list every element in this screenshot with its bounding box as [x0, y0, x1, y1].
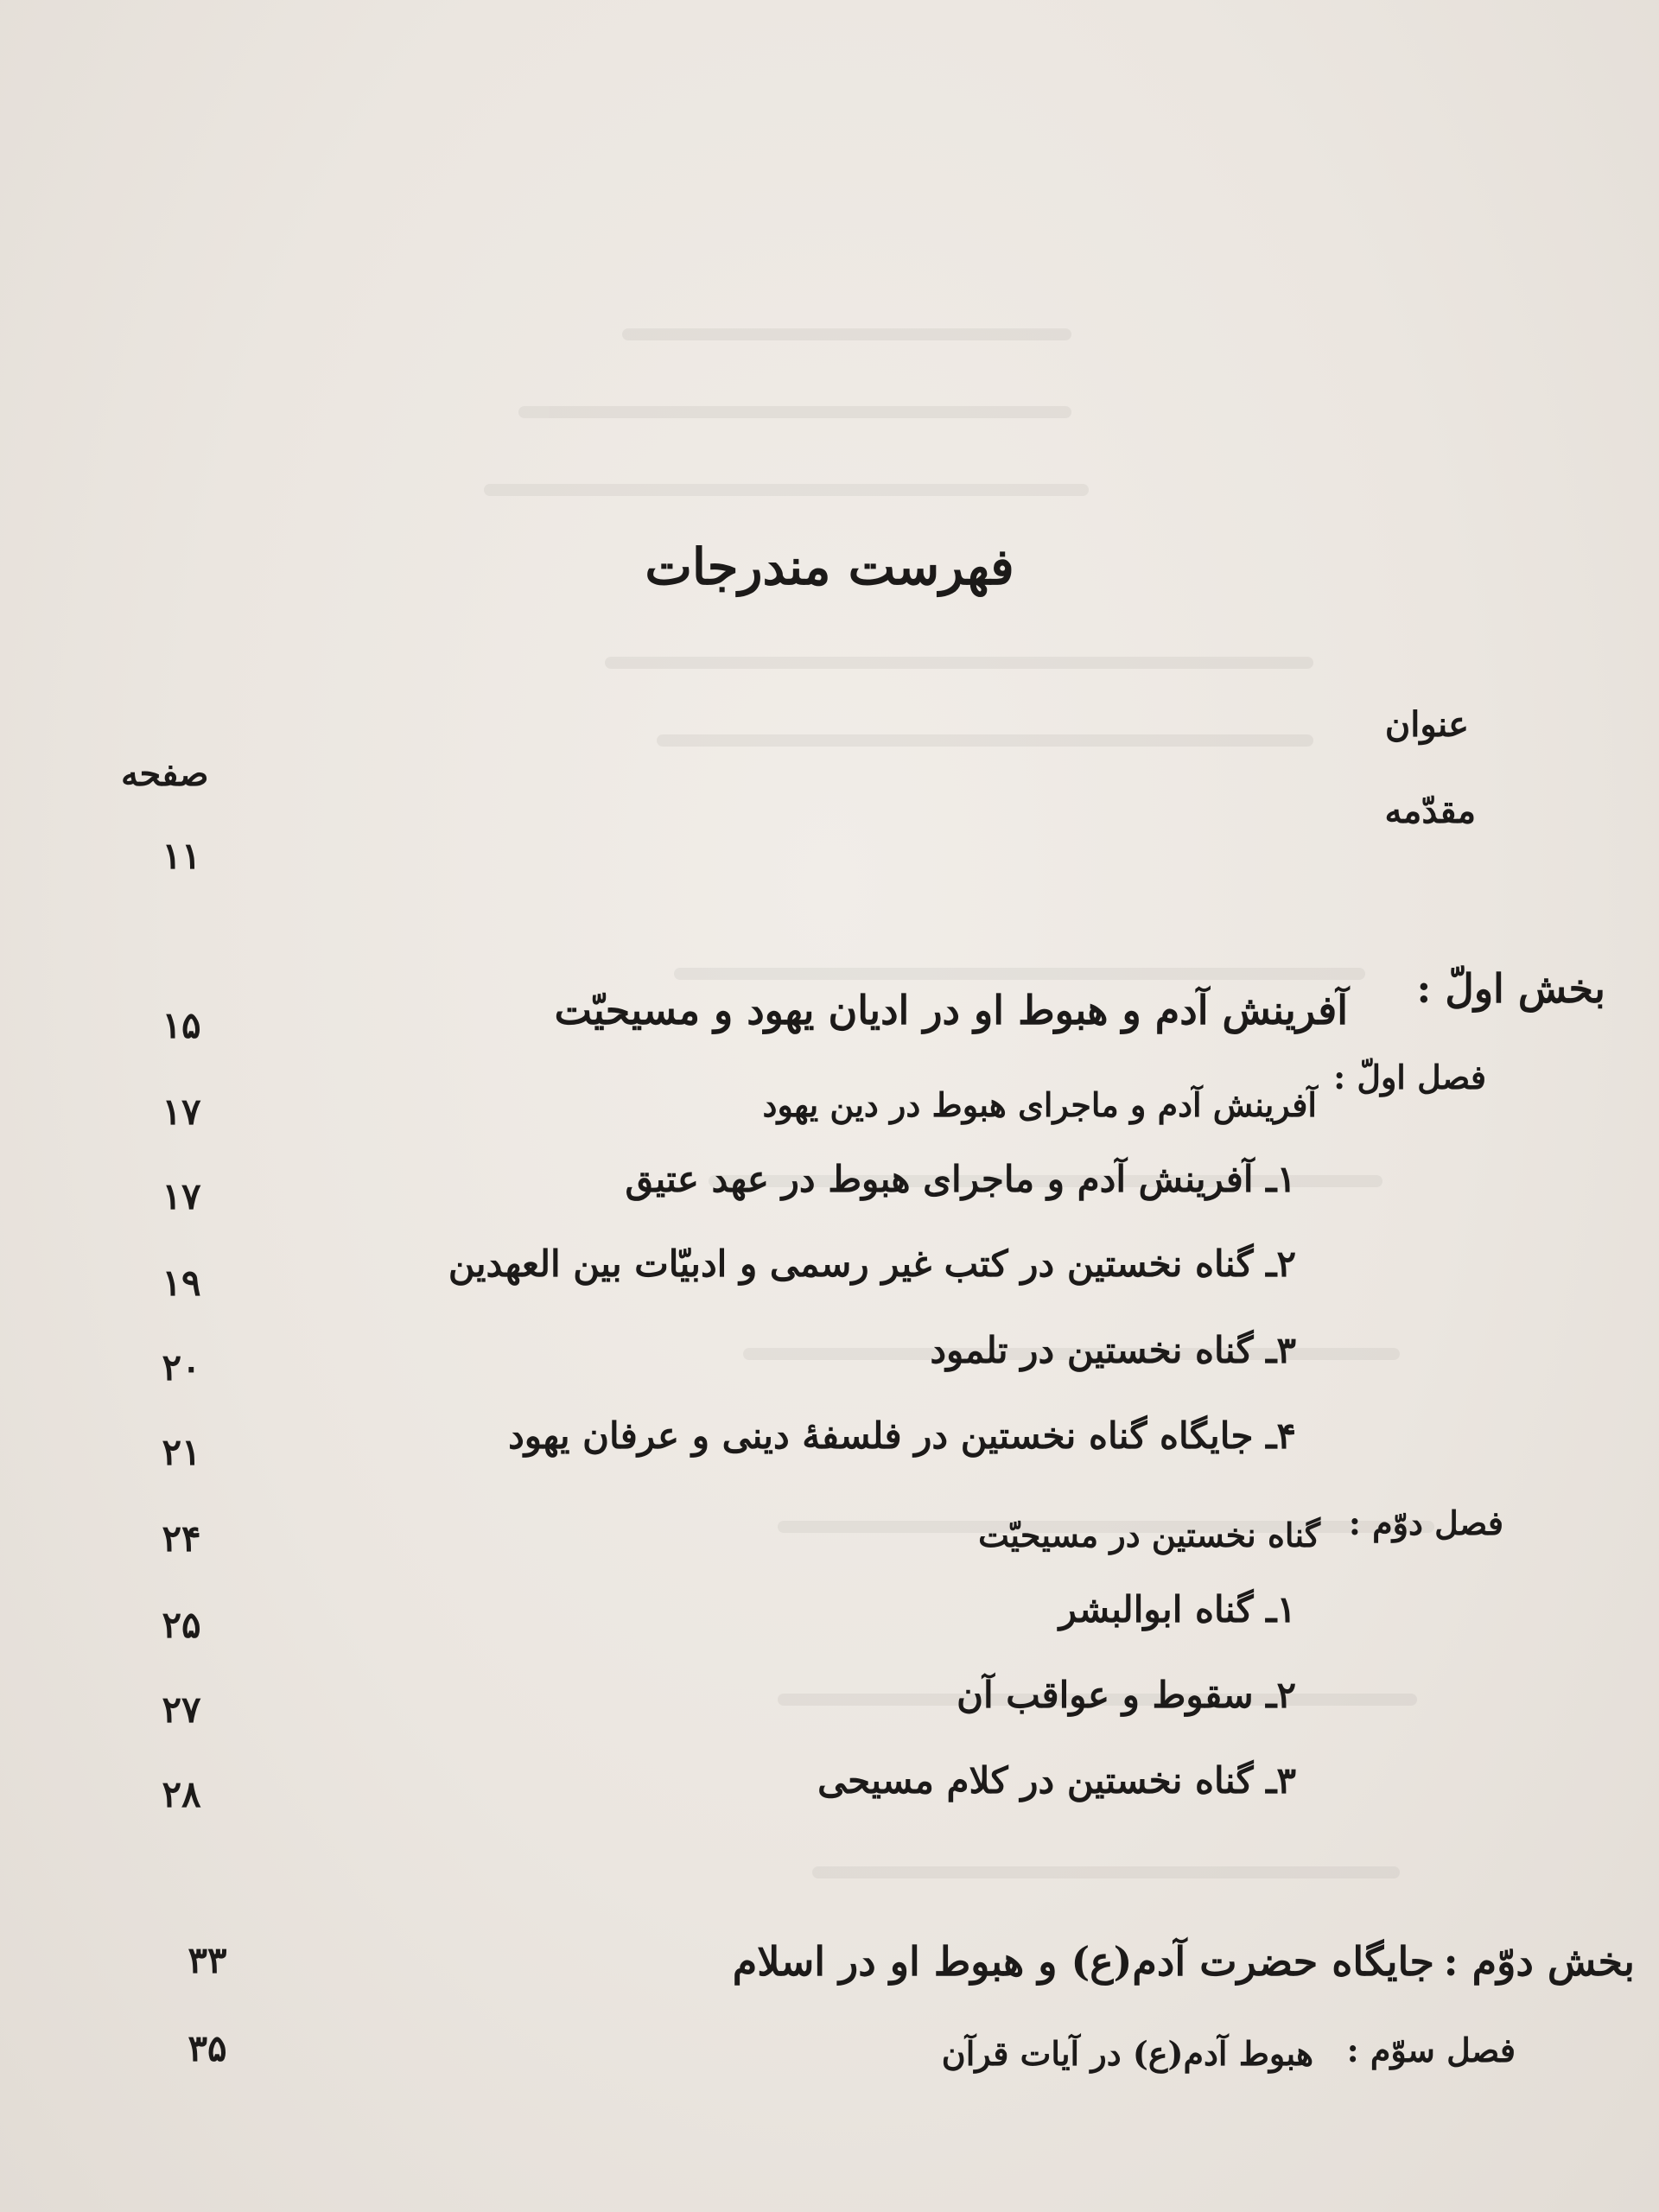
bleed-line: [484, 484, 1089, 496]
toc-item-page: ۲۸: [162, 1773, 201, 1815]
toc-chapter-3-page: ۳۵: [188, 2027, 227, 2069]
toc-item: ۱ـ گناه ابوالبشر: [1058, 1588, 1296, 1630]
toc-item: ۲ـ گناه نخستین در کتب غیر رسمی و ادبیّات بین العهدین: [448, 1243, 1296, 1285]
toc-chapter-2-page: ۲۴: [162, 1517, 201, 1560]
page-title: فهرست مندرجات: [645, 537, 1014, 596]
toc-chapter-2-title: گناه نخستین در مسیحیّت: [978, 1516, 1320, 1554]
column-label-page: صفحه: [121, 753, 209, 794]
toc-part-1-label: بخش اولّ :: [1416, 965, 1605, 1012]
toc-item-page: ۲۵: [162, 1604, 201, 1646]
toc-item-page: ۱۷: [162, 1175, 201, 1217]
toc-item-page: ۲۱: [162, 1431, 201, 1473]
toc-item-page: ۲۰: [162, 1346, 201, 1389]
toc-chapter-2-label: فصل دوّم :: [1348, 1503, 1503, 1542]
bleed-line: [657, 734, 1313, 747]
toc-part-2-label: بخش دوّم :: [1443, 1938, 1635, 1985]
toc-chapter-1-title: آفرینش آدم و ماجرای هبوط در دین یهود: [762, 1085, 1317, 1124]
toc-chapter-3-title: هبوط آدم(ع) در آیات قرآن: [941, 2034, 1313, 2073]
toc-chapter-3-label: فصل سوّم :: [1346, 2031, 1516, 2069]
toc-part-2-page: ۳۳: [188, 1939, 227, 1981]
toc-item-page: ۱۹: [162, 1262, 201, 1304]
bleed-line: [812, 1866, 1400, 1878]
column-label-title: عنوان: [1384, 704, 1469, 745]
toc-intro-page: ۱۱: [162, 835, 201, 877]
toc-item: ۴ـ جایگاه گناه نخستین در فلسفهٔ دینی و عرفان یهود: [508, 1414, 1296, 1457]
bleed-line: [605, 657, 1313, 669]
toc-part-2-title: جایگاه حضرت آدم(ع) و هبوط او در اسلام: [732, 1938, 1434, 1985]
bleed-line: [518, 406, 1071, 418]
toc-chapter-1-page: ۱۷: [162, 1090, 201, 1133]
toc-item: ۳ـ گناه نخستین در کلام مسیحی: [817, 1759, 1296, 1802]
toc-chapter-1-label: فصل اولّ :: [1333, 1058, 1486, 1096]
bleed-line: [622, 328, 1071, 340]
toc-intro-title: مقدّمه: [1384, 791, 1476, 831]
bleed-line: [674, 968, 1365, 980]
toc-part-1-title: آفرینش آدم و هبوط او در ادیان یهود و مسیحیّت: [554, 987, 1348, 1033]
toc-item: ۱ـ آفرینش آدم و ماجرای هبوط در عهد عتیق: [625, 1158, 1296, 1200]
toc-item: ۳ـ گناه نخستین در تلمود: [930, 1329, 1296, 1371]
toc-item: ۲ـ سقوط و عواقب آن: [957, 1674, 1296, 1716]
toc-item-page: ۲۷: [162, 1688, 201, 1731]
toc-part-1-page: ۱۵: [162, 1004, 201, 1046]
